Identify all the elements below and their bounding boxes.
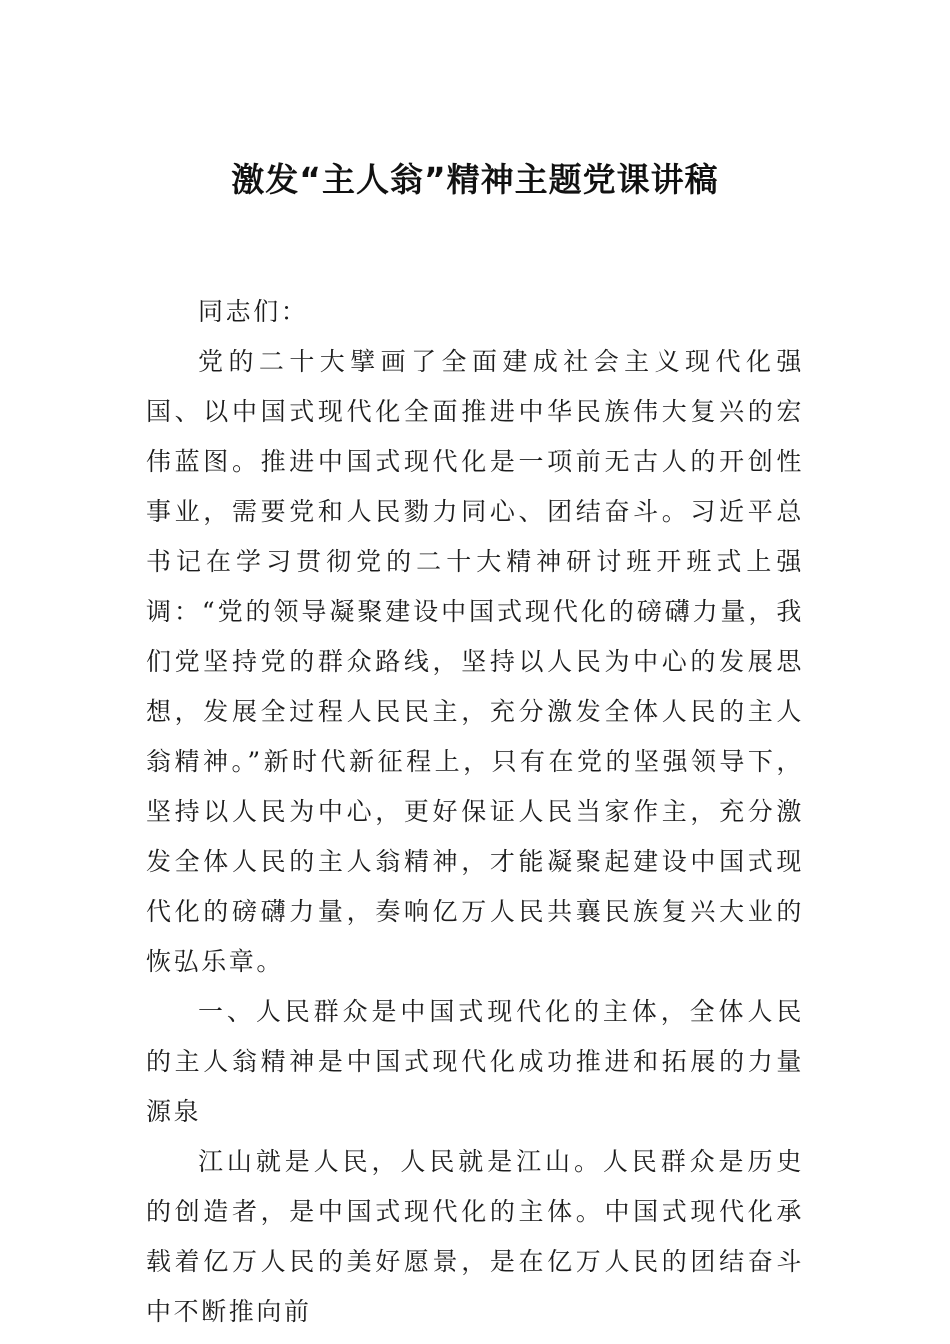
document-title: 激发“主人翁”精神主题党课讲稿 [231,160,719,199]
salutation-paragraph: 同志们： [198,297,309,326]
document-body [146,287,804,1337]
section-one-heading: 一、人民群众是中国式现代化的主体，全体人民的主人翁精神是中国式现代化成功推进和拓展的力量源泉 [146,997,804,1126]
intro-paragraph: 党的二十大擘画了全面建成社会主义现代化强国、以中国式现代化全面推进中华民族伟大复兴的宏伟蓝图。推进中国式现代化是一项前无古人的开创性事业，需要党和人民勠力同心、团结奋斗。习近平总书记在学习贯彻党的二十大精神研讨班开班式上强调：“党的领导凝聚建设中国式现代化的磅礴力量，我们党坚持党的群众路线，坚持以人民为中心的发展思想，发展全过程人民民主，充分激发全体人民的主人翁精神。”新时代新征程上，只有在党的坚强领导下，坚持以人民为中心，更好保证人民当家作主，充分激发全体人民的主人翁精神，才能凝聚起建设中国式现代化的磅礴力量，奏响亿万人民共襄民族复兴大业的恢弘乐章。 [146,347,804,976]
section-one-paragraph: 江山就是人民，人民就是江山。人民群众是历史的创造者，是中国式现代化的主体。中国式现代化承载着亿万人民的美好愿景，是在亿万人民的团结奋斗中不断推向前 [146,1147,804,1326]
